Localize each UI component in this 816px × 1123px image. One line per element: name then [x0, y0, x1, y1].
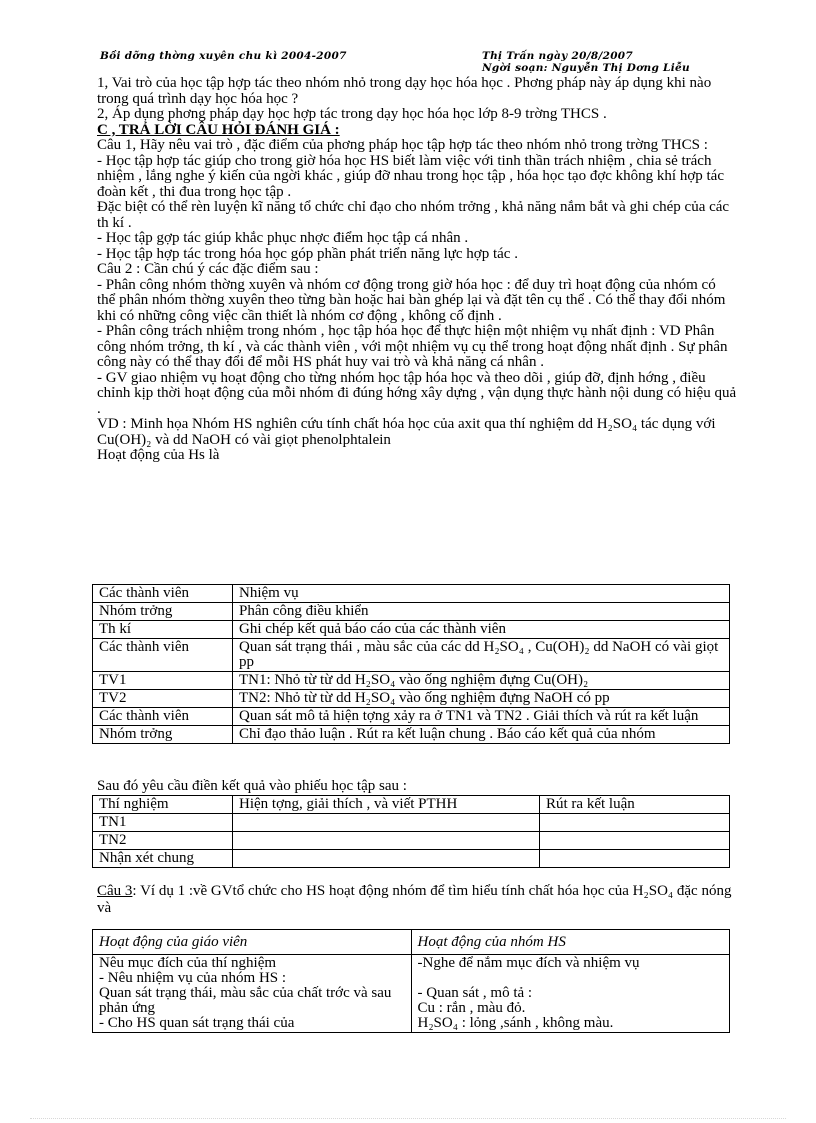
table-row	[93, 585, 730, 603]
page-bottom-divider	[30, 1118, 786, 1119]
header-date: Thị Trấn ngày 20/8/2007	[482, 50, 634, 62]
header-right	[482, 50, 690, 74]
paragraph: VD : Minh họa Nhóm HS nghiên cứu tính chất hóa học của axit qua thí nghiệm dd H₂SO₄ tác dụng với Cu(OH)₂ và dd NaOH có vài giọt phenolphtalein	[97, 416, 716, 448]
teacher-activities: Nêu mục đích của thí nghiệm - Nêu nhiệm vụ của nhóm HS : Quan sát trạng thái, màu sắc của chất trớc và sau phản ứng - Cho HS quan sát trạng thái của	[93, 955, 412, 1033]
paragraph: - Học tập hợp tác giúp cho trong giờ hóa học HS biết làm việc với tinh thần trách nhiệm , chia sẻ trách nhiệm , lắng nghe ý kiến của ngời khác , giúp đỡ nhau trong học tập , hóa học tạo đợc không khí hợp tác đoàn kết , thi đua trong học tập .	[97, 152, 724, 200]
header-author: Ngời soạn: Nguyễn Thị Dơng Liễu	[482, 62, 690, 74]
table-cell: TN2	[93, 832, 233, 850]
students-header: Hoạt động của nhóm HS	[411, 930, 730, 955]
table-cell: Chỉ đạo thảo luận . Rút ra kết luận chung . Báo cáo kết quả của nhóm	[233, 726, 730, 744]
table-cell	[540, 850, 730, 868]
table-cell: Hiện tợng, giải thích , và viết PTHH	[233, 796, 540, 814]
roles-table	[92, 584, 730, 744]
question-3-text: : Ví dụ 1 :về GVtổ chức cho HS hoạt động nhóm để tìm hiểu tính chất hóa học của H₂SO₄ đặc nóng và	[97, 883, 732, 916]
question-3	[97, 883, 737, 917]
worksheet-table	[92, 795, 730, 868]
paragraph: Đặc biệt có thể rèn luyện kĩ năng tổ chức chỉ đạo cho nhóm trởng , khả năng nắm bắt và ghi chép của các th kí .	[97, 199, 730, 231]
table-cell	[233, 814, 540, 832]
table-row	[93, 850, 730, 868]
table-cell: Rút ra kết luận	[540, 796, 730, 814]
paragraph: - Học tập gợp tác giúp khắc phục nhợc điểm học tập cá nhân .	[97, 230, 469, 246]
paragraph: Hoạt động của Hs là	[97, 447, 220, 463]
table-cell: Ghi chép kết quả báo cáo của các thành viên	[233, 621, 730, 639]
question-2: 2, Áp dụng phơng pháp dạy học hợp tác trong dạy học hóa học lớp 8-9 trờng THCS .	[97, 106, 607, 122]
table-row	[93, 708, 730, 726]
table-cell: Thí nghiệm	[93, 796, 233, 814]
table-cell: Th kí	[93, 621, 233, 639]
activity-table	[92, 929, 730, 1033]
table-row	[93, 603, 730, 621]
worksheet-intro: Sau đó yêu cầu điền kết quả vào phiếu học tập sau :	[97, 778, 407, 794]
header-left: Bồi dỡng thờng xuyên chu kì 2004-2007	[100, 50, 347, 62]
table-row	[93, 930, 730, 955]
table-cell: Nhóm trởng	[93, 603, 233, 621]
paragraph: - GV giao nhiệm vụ hoạt động cho từng nhóm học tập hóa học và theo dõi , giúp đỡ, định hớng , điều chỉnh kịp thời hoạt động của mỗi nhóm đi đúng hớng xây dựng , vận dụng thực hành nội dung có hiệu quả .	[97, 369, 737, 417]
table-cell: Quan sát mô tả hiện tợng xảy ra ở TN1 và TN2 . Giải thích và rút ra kết luận	[233, 708, 730, 726]
table-cell: Nhiệm vụ	[233, 585, 730, 603]
table-cell: Các thành viên	[93, 708, 233, 726]
table-row	[93, 796, 730, 814]
table-row	[93, 832, 730, 850]
paragraph: - Phân công nhóm thờng xuyên và nhóm cơ động trong giờ hóa học : để duy trì hoạt động của nhóm có thể phân nhóm thờng xuyên theo từng bàn hoặc hai bàn ghép lại và đặt tên cụ thể . Có thể thay đổi nhóm khi có những công việc cần thiết là nhóm cơ động , không cố định .	[97, 276, 726, 324]
table-cell: Phân công điều khiển	[233, 603, 730, 621]
section-title: C , TRẢ LỜI CÂU HỎI ĐÁNH GIÁ :	[97, 121, 340, 138]
table-row	[93, 621, 730, 639]
paragraph: Câu 2 : Cần chú ý các đặc điểm sau :	[97, 261, 319, 277]
paragraph: Câu 1, Hãy nêu vai trò , đặc điểm của phơng pháp học tập hợp tác theo nhóm nhỏ trong trờng THCS :	[97, 137, 708, 153]
table-cell	[540, 814, 730, 832]
table-cell: TN1: Nhỏ từ từ dd H₂SO₄ vào ống nghiệm đựng Cu(OH)₂	[233, 672, 730, 690]
table-cell: Nhận xét chung	[93, 850, 233, 868]
table-row	[93, 955, 730, 1033]
table-cell	[233, 832, 540, 850]
table-row	[93, 672, 730, 690]
student-activities: -Nghe để nắm mục đích và nhiệm vụ - Quan sát , mô tả : Cu : rắn , màu đỏ. H₂SO₄ : lỏng ,sánh , không màu.	[411, 955, 730, 1033]
table-cell	[540, 832, 730, 850]
table-cell: TV2	[93, 690, 233, 708]
table-cell: Quan sát trạng thái , màu sắc của các dd H₂SO₄ , Cu(OH)₂ dd NaOH có vài giọt pp	[233, 639, 730, 672]
table-cell: TN1	[93, 814, 233, 832]
table-cell: TV1	[93, 672, 233, 690]
table-cell: Các thành viên	[93, 639, 233, 672]
main-text	[97, 76, 737, 464]
table-row	[93, 814, 730, 832]
paragraph: - Phân công trách nhiệm trong nhóm , học tập hóa học để thực hiện một nhiệm vụ nhất định : VD Phân công nhóm trởng, th kí , và các thành viên , với một nhiệm vụ cụ thể trong hoạt động nhất định . Sự phân công này có thể thay đổi để mỗi HS phát huy vai trò và khả năng cá nhân .	[97, 323, 728, 370]
table-row	[93, 639, 730, 672]
table-cell: Các thành viên	[93, 585, 233, 603]
table-cell	[233, 850, 540, 868]
table-cell: Nhóm trởng	[93, 726, 233, 744]
table-row	[93, 726, 730, 744]
question-3-label: Câu 3	[97, 883, 133, 899]
table-cell: TN2: Nhỏ từ từ dd H₂SO₄ vào ống nghiệm đựng NaOH có pp	[233, 690, 730, 708]
teacher-header: Hoạt động của giáo viên	[93, 930, 412, 955]
table-row	[93, 690, 730, 708]
paragraph: - Học tập hợp tác trong hóa học góp phần phát triển năng lực hợp tác .	[97, 245, 518, 262]
question-1: 1, Vai trò của học tập hợp tác theo nhóm nhỏ trong dạy học hóa học . Phơng pháp này áp dụng khi nào trong quá trình dạy học hóa học ?	[97, 75, 712, 107]
